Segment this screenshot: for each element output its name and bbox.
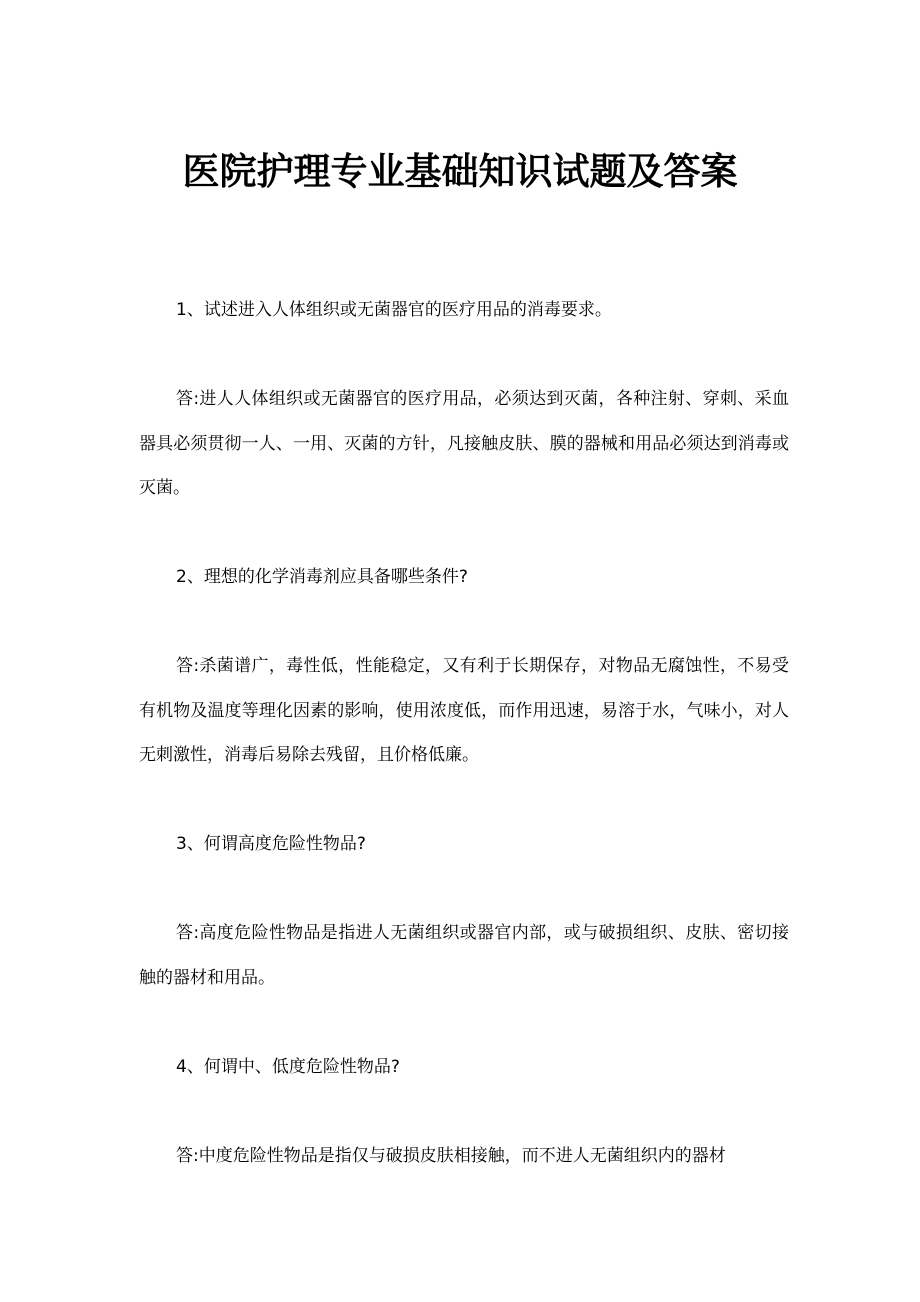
answer-1: 答:进人人体组织或无菌器官的医疗用品，必须达到灭菌，各种注射、穿刺、采血器具必须贯彻一人、一用、灭菌的方针，凡接触皮肤、膜的器械和用品必须达到消毒或灭菌。 — [139, 389, 789, 498]
question-4: 4、何谓中、低度危险性物品? — [176, 1056, 400, 1077]
paragraph-gap — [139, 1089, 789, 1134]
answer-4: 答:中度危险性物品是指仅与破损皮肤相接触，而不进人无菌组织内的器材 — [176, 1145, 726, 1166]
document-body — [139, 288, 789, 1178]
paragraph-gap — [139, 333, 789, 378]
answer-2: 答:杀菌谱广，毒性低，性能稳定，又有利于长期保存，对物品无腐蚀性，不易受有机物及温度等理化因素的影响，使用浓度低，而作用迅速，易溶于水，气味小，对人无刺激性，消毒后易除去残留，且价格低廉。 — [139, 656, 789, 765]
question-2: 2、理想的化学消毒剂应具备哪些条件? — [176, 567, 468, 587]
paragraph-gap — [139, 600, 789, 645]
paragraph-gap — [139, 778, 789, 823]
question-1: 1、试述进入人体组织或无菌器官的医疗用品的消毒要求。 — [176, 300, 612, 320]
question-3: 3、何谓高度危险性物品? — [176, 834, 366, 854]
paragraph-gap — [139, 867, 789, 912]
document-title: 医院护理专业基础知识试题及答案 — [182, 150, 738, 193]
paragraph-gap — [139, 511, 789, 556]
paragraph-gap — [139, 1000, 789, 1045]
answer-3: 答:高度危险性物品是指进人无菌组织或器官内部，或与破损组织、皮肤、密切接触的器材和用品。 — [139, 923, 789, 988]
